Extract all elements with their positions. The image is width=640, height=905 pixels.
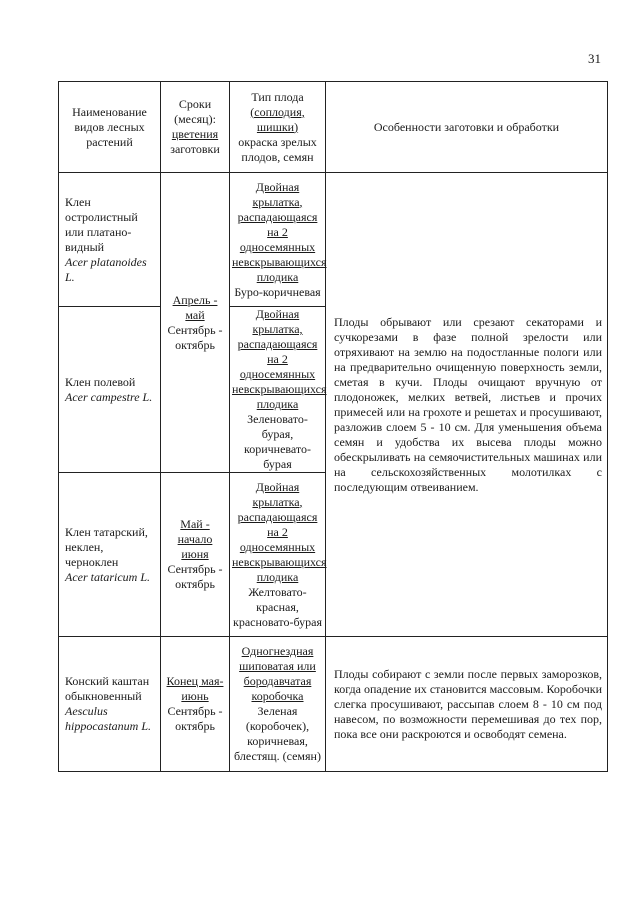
- header-fruit-type-line4: окраска зрелых плодов, семян: [238, 134, 317, 164]
- header-fruit-type-line3: шишки): [256, 119, 299, 134]
- fruit-color: Желтовато-красная, красновато-бурая: [232, 584, 322, 629]
- fruit-type: Двойная крылатка, распадающаяся на 2 односемянных невскрывающихся плодика: [232, 479, 327, 584]
- fruit-type-cell: [230, 173, 326, 307]
- harvest-term: Сентябрь - октябрь: [167, 562, 223, 591]
- processing-text: Плоды обрывают или срезают секаторами и сучкорезами в фазе полной зрелости или отряхивают на землю на подостланные пологи или на предварительно очищенную поверхность земли, сметая в кучи. Плоды очищают вручную от плодоножек, мелких ветвей, листьев и прочих примесей или на грохоте и решетах и просушивают, разложив слоем 5 - 10 см. Для уменьшения объема семян и удобства их высева плоды можно обескрыливать на семяочистительных машинах или на сельскохозяйственных молотилках с последующим отвеиванием.: [334, 314, 602, 494]
- fruit-type: Одногнездная шиповатая или бородавчатая коробочка: [239, 644, 316, 703]
- fruit-type: Двойная крылатка, распадающаяся на 2 односемянных невскрывающихся плодика: [232, 179, 327, 284]
- species-name-cell: [59, 637, 161, 772]
- fruit-type-cell: [230, 637, 326, 772]
- header-processing: [326, 82, 608, 173]
- header-fruit-type-line1: Тип плода: [251, 89, 304, 104]
- processing-text: Плоды собирают с земли после первых заморозков, когда опадение их становится массовым. Коробочки слегка просушивают, рассыпав слоем 8 - 10 см под навесом, по возможности перемешивая до тех пор, пока все они раскроются и освободят семена.: [334, 666, 602, 741]
- header-terms-flowering: цветения: [171, 127, 219, 141]
- species-name-cell: [59, 307, 161, 473]
- flowering-term: Конец мая-июнь: [166, 674, 224, 703]
- header-terms-line1: Сроки (месяц):: [174, 97, 216, 126]
- header-species-name: [59, 82, 161, 173]
- species-latin-name: Aesculus hippocastanum L.: [65, 704, 152, 733]
- header-fruit-type: [230, 82, 326, 173]
- fruit-type: Двойная крылатка, распадающаяся на 2 односемянных невскрывающихся плодика: [232, 307, 327, 411]
- terms-cell: [161, 637, 230, 772]
- species-name-cell: [59, 473, 161, 637]
- flowering-term: Май - начало июня: [177, 517, 213, 561]
- species-latin-name: Acer tataricum L.: [65, 569, 150, 584]
- species-name: Конский каштан обыкновенный: [65, 674, 150, 703]
- flowering-term: Апрель - май: [172, 292, 218, 322]
- harvest-term: Сентябрь - октябрь: [167, 704, 223, 733]
- header-fruit-type-line2: (соплодия,: [250, 104, 305, 119]
- processing-cell: [326, 637, 608, 772]
- header-terms-harvest: заготовки: [170, 142, 220, 156]
- fruit-type-cell: [230, 473, 326, 637]
- fruit-color: Зеленовато-бурая, коричневато-бурая: [243, 412, 312, 471]
- terms-cell: [161, 173, 230, 473]
- species-name: Клен остролистный или платано-видный: [65, 194, 138, 254]
- header-species-name-text: Наименование видов лесных растений: [72, 104, 147, 149]
- header-processing-text: Особенности заготовки и обработки: [373, 119, 560, 134]
- table-header-row: [59, 82, 608, 173]
- fruit-type-cell: [230, 307, 326, 473]
- table-row: [59, 637, 608, 772]
- species-name-cell: [59, 173, 161, 307]
- table-row: [59, 173, 608, 307]
- species-name: Клен татарский, неклен, черноклен: [65, 524, 148, 569]
- page-number: 31: [588, 51, 601, 66]
- fruit-color: Буро-коричневая: [234, 284, 321, 299]
- species-latin-name: Acer platanoides L.: [65, 254, 147, 284]
- species-name: Клен полевой: [65, 374, 136, 389]
- terms-cell: [161, 473, 230, 637]
- species-table: [58, 81, 608, 772]
- harvest-term: Сентябрь - октябрь: [167, 322, 223, 352]
- header-terms: [161, 82, 230, 173]
- species-latin-name: Acer campestre L.: [65, 389, 153, 404]
- processing-cell: [326, 173, 608, 637]
- fruit-color: Зеленая (коробочек), коричневая, блестящ. (семян): [234, 704, 321, 763]
